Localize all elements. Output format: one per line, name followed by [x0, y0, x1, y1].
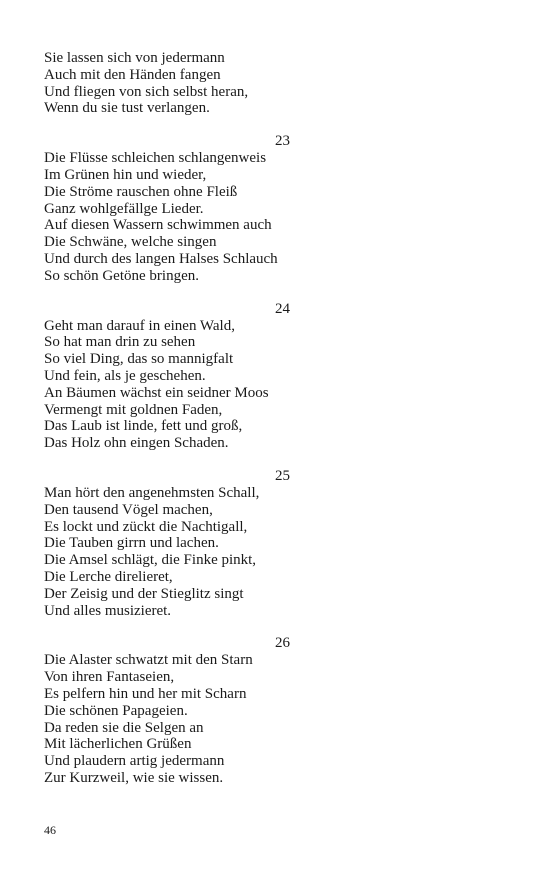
stanza-23 [44, 133, 290, 284]
stanza-number: 26 [275, 635, 290, 652]
verse-line: Die schönen Papageien. [44, 702, 188, 719]
verse-line: Der Zeisig und der Stieglitz singt [44, 585, 244, 602]
verse-line: Es lockt und zückt die Nachtigall, [44, 518, 248, 535]
verse-line: Und plaudern artig jedermann [44, 753, 225, 770]
verse-line: Geht man darauf in einen Wald, [44, 317, 235, 334]
verse-line: Wenn du sie tust verlangen. [44, 100, 210, 117]
verse-line: Die Lerche direlieret, [44, 568, 173, 585]
verse-line: Im Grünen hin und wieder, [44, 166, 207, 183]
verse-line: Von ihren Fantaseien, [44, 669, 175, 686]
verse-line: Und fliegen von sich selbst heran, [44, 83, 249, 100]
stanza-24 [44, 301, 290, 452]
poem-page [44, 50, 290, 787]
verse-line: Sie lassen sich von jedermann [44, 50, 225, 66]
stanza-22-continued [44, 50, 290, 117]
verse-line: Vermengt mit goldnen Faden, [44, 401, 223, 418]
verse-line: Die Amsel schlägt, die Finke pinkt, [44, 552, 257, 569]
stanza-divider [44, 619, 290, 635]
verse-line: So hat man drin zu sehen [44, 334, 196, 351]
page-number: 46 [44, 823, 56, 837]
verse-line: Da reden sie die Selgen an [44, 719, 204, 736]
stanza-number: 23 [275, 133, 290, 150]
stanza-25 [44, 468, 290, 619]
verse-line: Die Alaster schwatzt mit den Starn [44, 652, 253, 669]
stanza-26 [44, 635, 290, 786]
verse-line: Die Schwäne, welche singen [44, 234, 217, 251]
verse-line: Und fein, als je geschehen. [44, 367, 206, 384]
verse-line: Die Ströme rauschen ohne Fleiß [44, 183, 238, 200]
verse-line: Und durch des langen Halses Schlauch [44, 250, 278, 267]
verse-line: Die Tauben girrn und lachen. [44, 535, 219, 552]
verse-line: So schön Getöne bringen. [44, 267, 199, 284]
verse-line: An Bäumen wächst ein seidner Moos [44, 384, 269, 401]
verse-line: Und alles musizieret. [44, 602, 172, 619]
verse-line: Ganz wohlgefällge Lieder. [44, 200, 204, 217]
stanza-number: 25 [275, 467, 290, 484]
verse-line: Mit lächerlichen Grüßen [44, 736, 192, 753]
stanza-number: 24 [275, 300, 290, 317]
verse-line: Den tausend Vögel machen, [44, 501, 213, 518]
stanza-divider [44, 117, 290, 133]
verse-line: Das Laub ist linde, fett und groß, [44, 418, 243, 435]
verse-line: Zur Kurzweil, wie sie wissen. [44, 769, 224, 786]
verse-line: Die Flüsse schleichen schlangenweis [44, 150, 267, 167]
verse-line: Es pelfern hin und her mit Scharn [44, 685, 247, 702]
stanza-divider [44, 452, 290, 468]
verse-line: Man hört den angenehmsten Schall, [44, 484, 260, 501]
verse-line: Auch mit den Händen fangen [44, 66, 221, 83]
verse-line: Auf diesen Wassern schwimmen auch [44, 217, 272, 234]
verse-line: Das Holz ohn eingen Schaden. [44, 435, 229, 452]
stanza-divider [44, 285, 290, 301]
verse-line: So viel Ding, das so mannigfalt [44, 351, 234, 368]
